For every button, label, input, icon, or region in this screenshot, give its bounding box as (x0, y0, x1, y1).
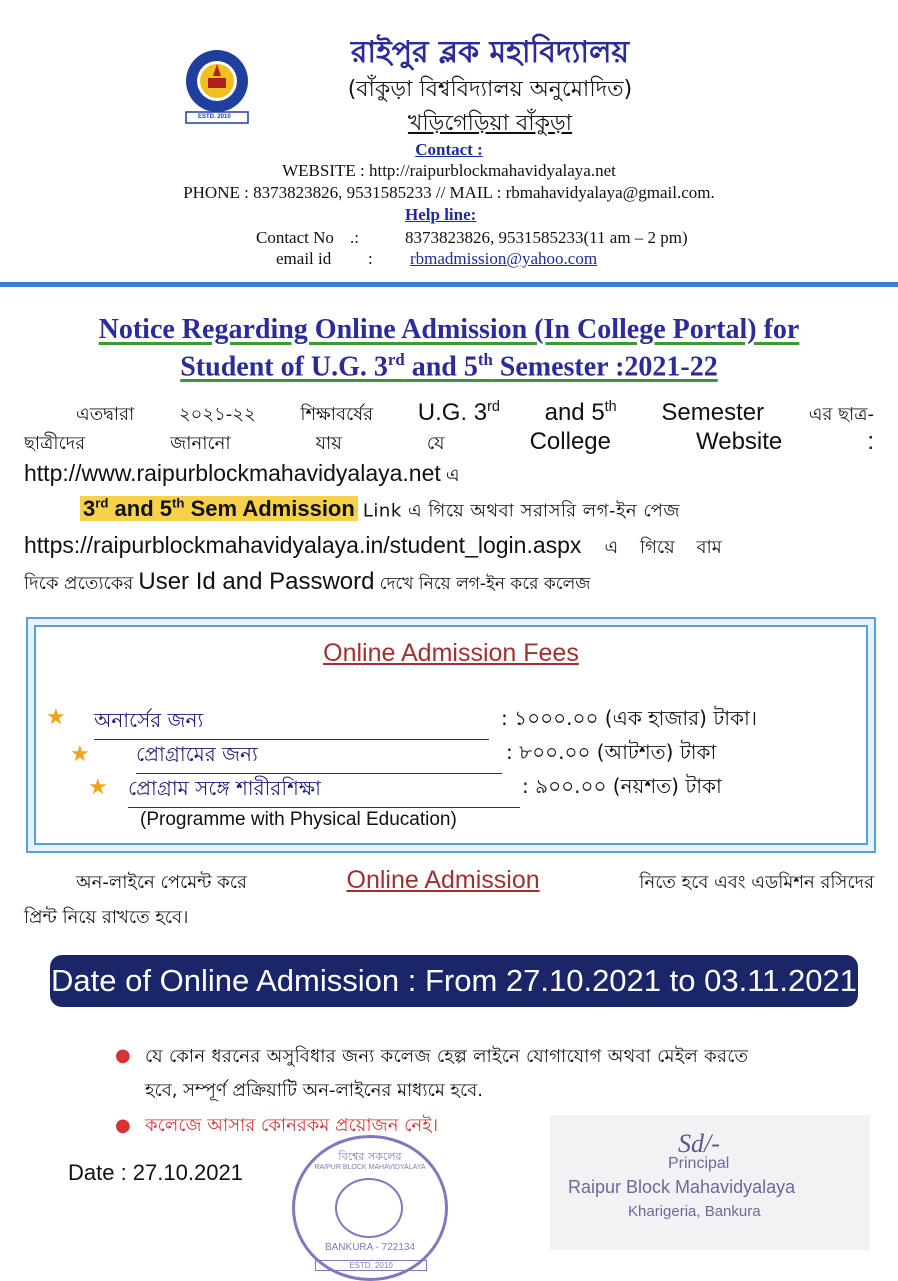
stamp-ring-text: RAIPUR BLOCK MAHAVIDYALAYA (314, 1164, 426, 1171)
fee-note: (Programme with Physical Education) (140, 809, 457, 830)
fees-box (26, 617, 876, 853)
body-word: যে (426, 433, 445, 454)
body-and5-text: and 5 (544, 399, 605, 426)
title-part-c: Semester :2021-22 (492, 351, 718, 383)
fee-label: প্রোগ্রাম সঙ্গে শারীরশিক্ষা (128, 774, 520, 808)
body-word: শিক্ষাবর্ষের (300, 404, 374, 425)
contact-heading: Contact : (415, 140, 483, 159)
body-credentials: User Id and Password (138, 568, 375, 595)
email-label: email id (276, 249, 332, 268)
website-line[interactable]: WEBSITE : http://raipurblockmahavidyalaya.net (282, 161, 616, 180)
fee-row-honours (94, 706, 494, 740)
helpline-heading: Help line: (405, 205, 477, 224)
body-and5 (545, 390, 617, 430)
bullet-1-line-1: যে কোন ধরনের অসুবিধার জন্য কলেজ হেল্প লাইনে যোগাযোগ অথবা মেইল করতে (145, 1046, 749, 1067)
body-line-5 (24, 532, 874, 564)
stamp-emblem-icon (335, 1178, 403, 1238)
admission-link-highlight[interactable] (80, 496, 358, 521)
stamp-estd: ESTD. 2010 (315, 1260, 427, 1271)
body-word: জানানো (170, 433, 231, 454)
body-line-4-rest: Link এ গিয়ে অথবা সরাসরি লগ-ইন পেজ (362, 500, 680, 522)
fee-label: প্রোগ্রামের জন্য (136, 740, 502, 774)
principal-title: Principal (668, 1155, 730, 1172)
bullet-dot-icon: ● (115, 1045, 131, 1066)
body-ug (418, 390, 500, 430)
hl-sup-rd: rd (95, 496, 109, 511)
bullet-2: কলেজে আসার কোনরকম প্রয়োজন নেই। (145, 1115, 439, 1136)
star-icon: ★ (70, 742, 90, 767)
header-divider (0, 282, 898, 287)
stamp-top-text: বিশ্বের সকলের (338, 1150, 402, 1163)
body-line-6 (24, 568, 874, 600)
title-sup-rd: rd (387, 350, 405, 369)
hl-and5: and 5 (108, 496, 173, 522)
hl-sup-th: th (172, 496, 185, 511)
payment-line-2: প্রিন্ট নিয়ে রাখতে হবে। (24, 907, 189, 928)
payment-line-1 (76, 866, 874, 899)
star-icon: ★ (88, 775, 108, 800)
college-name: রাইপুর ব্লক মহাবিদ্যালয় (350, 35, 630, 70)
college-logo (180, 48, 254, 126)
online-admission-link[interactable]: Online Admission (346, 866, 540, 894)
fees-heading: Online Admission Fees (323, 639, 579, 667)
fee-amount: : ৮০০.০০ (আটশত) টাকা (506, 740, 717, 764)
email-link[interactable]: rbmadmission@yahoo.com (410, 249, 598, 268)
body-line-3 (24, 460, 874, 492)
admission-date-banner: Date of Online Admission : From 27.10.2021 to 03.11.2021 (50, 955, 858, 1007)
student-login-url[interactable]: https://raipurblockmahavidyalaya.in/student_login.aspx (24, 532, 582, 558)
body-word: দেখে নিয়ে লগ-ইন করে কলেজ (379, 574, 591, 594)
logo-estd: ESTD. 2010 (198, 114, 231, 120)
fee-row-physical-education (128, 774, 528, 808)
signature-block (550, 1115, 870, 1250)
body-word: যায় (315, 433, 342, 454)
title-part-a: Student of U.G. 3 (180, 351, 388, 383)
body-colon: : (867, 428, 874, 455)
title-part-b: and 5 (404, 351, 478, 383)
body-line-2 (24, 425, 874, 461)
location: খড়িগেড়িয়া বাঁকুড়া (407, 111, 573, 136)
email-sep: : (368, 249, 373, 268)
notice-date: Date : 27.10.2021 (68, 1160, 243, 1185)
body-word: এতদ্বারা (76, 404, 135, 425)
phone-mail-line: PHONE : 8373823826, 9531585233 // MAIL : rbmahavidyalaya@gmail.com. (183, 183, 715, 202)
body-word: এ গিয়ে বাম (604, 537, 722, 558)
college-website-url[interactable]: http://www.raipurblockmahavidyalaya.net (24, 460, 441, 486)
title-sup-th: th (477, 350, 493, 369)
principal-place: Kharigeria, Bankura (628, 1203, 761, 1220)
payment-text: অন-লাইনে পেমেন্ট করে (76, 872, 247, 893)
star-icon: ★ (46, 705, 66, 730)
bullet-dot-icon: ● (115, 1115, 131, 1136)
body-word: এর ছাত্র- (808, 404, 874, 425)
body-word: ছাত্রীদের (24, 433, 86, 454)
body-word: ২০২১-২২ (178, 404, 256, 425)
body-website: Website (696, 428, 783, 455)
body-word: এ (445, 465, 460, 486)
fee-amount: : ৯০০.০০ (নয়শত) টাকা (522, 774, 722, 798)
hl-3: 3 (83, 496, 96, 522)
bullet-1-line-2: হবে, সম্পূর্ণ প্রক্রিয়াটি অন-লাইনের মাধ্যমে হবে. (145, 1080, 483, 1101)
affiliation: (বাঁকুড়া বিশ্ববিদ্যালয় অনুমোদিত) (347, 77, 633, 102)
body-word: দিকে প্রত্যেকের (24, 573, 134, 594)
notice-title-line2 (0, 350, 898, 383)
payment-text: নিতে হবে এবং এডমিশন রসিদের (639, 872, 874, 893)
body-college: College (529, 428, 611, 455)
contact-no-label: Contact No (256, 228, 334, 247)
contact-no-sep: .: (350, 228, 359, 247)
fee-label: অনার্সের জন্য (94, 706, 489, 740)
hl-sem-admission: Sem Admission (184, 496, 355, 522)
body-sup-rd: rd (487, 399, 500, 415)
fee-row-programme (136, 740, 506, 774)
college-seal-stamp (292, 1135, 448, 1281)
stamp-bottom-text: BANKURA - 722134 (324, 1242, 416, 1253)
principal-college: Raipur Block Mahavidyalaya (568, 1177, 796, 1197)
signature-sd: Sd/- (678, 1129, 720, 1158)
body-ug-text: U.G. 3 (417, 399, 488, 426)
fee-amount: : ১০০০.০০ (এক হাজার) টাকা। (501, 706, 757, 730)
contact-no-value: 8373823826, 9531585233(11 am – 2 pm) (405, 228, 688, 247)
body-semester: Semester (661, 399, 765, 426)
body-sup-th: th (604, 399, 617, 415)
body-line-4 (80, 496, 874, 527)
notice-title-line1: Notice Regarding Online Admission (In College Portal) for (98, 314, 800, 345)
